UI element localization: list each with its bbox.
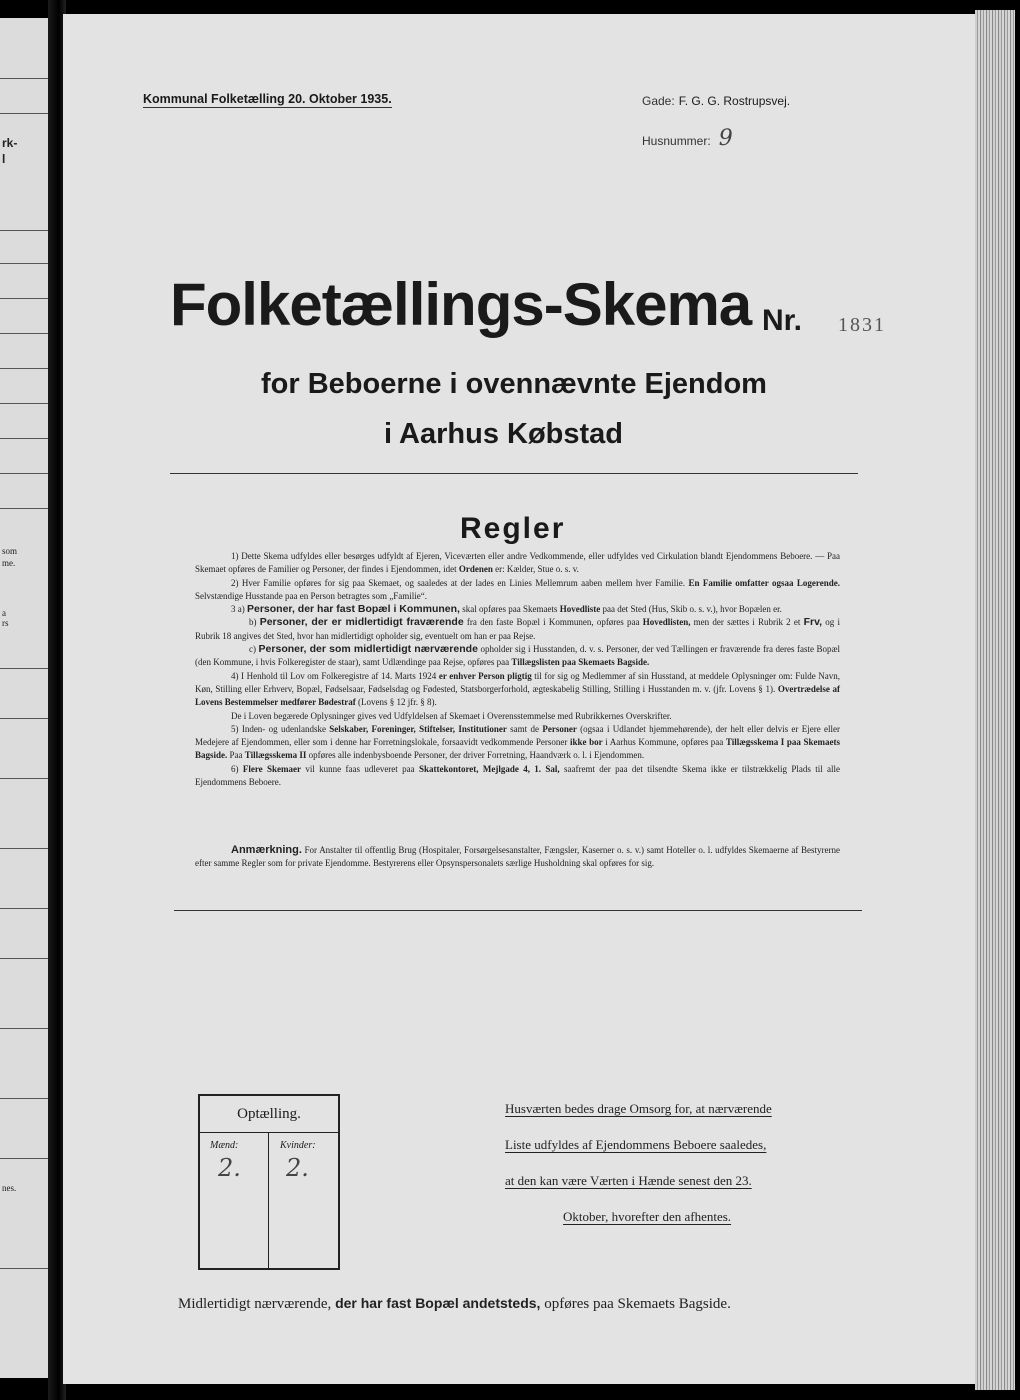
remark-label: Anmærkning.: [231, 844, 302, 856]
house-number-line: [642, 126, 733, 151]
rule-3b: b) Personer, der er midlertidigt fraværende fra den faste Bopæl i Kommunen, opføres paa Hovedlisten, men der sættes i Rubrik 2 et Frv, og i Rubrik 18 angives det Sted, hvor han midlertidigt opholder sig, eventuelt om han er paa Rejse.: [195, 616, 840, 641]
women-count: 2.: [286, 1154, 309, 1182]
rules-heading: Regler: [460, 512, 566, 545]
house-number-value: 9: [718, 126, 733, 151]
instruction-line: Liste udfyldes af Ejendommens Beboere saaledes,: [505, 1137, 767, 1152]
house-number-label: Husnummer:: [642, 134, 711, 148]
census-title: Kommunal Folketælling 20. Oktober 1935.: [143, 92, 392, 106]
rule-2: 2) Hver Familie opføres for sig paa Skemaet, og saaledes at der lades en Linies Mellemrum aaben mellem hver Familie. En Familie omfatter ogsaa Logerende. Selvstændige Husstande paa en Person betragtes som „Familie“.: [195, 577, 840, 601]
left-page-fragment: a: [2, 608, 6, 618]
count-box: [198, 1094, 340, 1270]
form-number-label: Nr.: [762, 304, 803, 337]
left-page-fragment: l: [2, 152, 6, 166]
page-stack-edge: [975, 10, 1015, 1390]
form-number-stamp: 1831: [838, 314, 886, 336]
previous-page-edge: [0, 18, 48, 1378]
left-page-fragment: nes.: [2, 1183, 17, 1193]
title-divider: [170, 473, 858, 474]
rule-3a: 3 a) Personer, der har fast Bopæl i Kommunen, skal opføres paa Skemaets Hovedliste paa det Sted (Hus, Skib o. s. v.), hvor Bopælen er.: [231, 603, 782, 616]
instruction-line: Husværten bedes drage Omsorg for, at nærværende: [505, 1101, 772, 1116]
left-page-fragment: som: [2, 546, 18, 556]
instruction-line: Oktober, hvorefter den afhentes.: [563, 1209, 732, 1224]
women-label: Kvinder:: [280, 1140, 316, 1151]
men-count: 2.: [218, 1154, 241, 1182]
left-page-fragment: rs: [2, 618, 9, 628]
form-subtitle: for Beboerne i ovennævnte Ejendom: [261, 368, 767, 400]
street-line: [642, 92, 790, 110]
rule-5: 5) Inden- og udenlandske Selskaber, Foreninger, Stiftelser, Institutioner samt de Personer (ogsaa i Udlandet hjemmehørende), der helt eller delvis er Ejere eller Medejere af Ejendommen, eller som i denne har Forretningslokale, forsaavidt vedkommende Personer ikke bor i Aarhus Kommune, opføres paa Tillægsskema I paa Skemaets Bagside. Paa Tillægsskema II opføres alle indenbysboende Personer, der driver Forretning, Haandværk o. l. i Ejendommen.: [195, 723, 841, 761]
count-box-title: Optælling.: [200, 1096, 338, 1133]
remark-divider: [174, 910, 862, 911]
rule-6: 6) Flere Skemaer vil kunne faas udleveret paa Skattekontoret, Mejlgade 4, 1. Sal, saafremt der paa det tilsendte Skema ikke er tilstrækkelig Plads til alle Ejendommens Beboere.: [195, 763, 841, 788]
street-label: Gade:: [642, 94, 675, 108]
rules-text: [195, 550, 840, 789]
men-label: Mænd:: [210, 1140, 239, 1151]
remark-text: Anmærkning. For Anstalter til offentlig Brug (Hospitaler, Forsørgelsesanstalter, Fængsler, Kaserner o. s. v.) samt Hoteller o. l. udfyldes Skemaerne af Bestyrerne efter samme Regler som for private Ejendomme. Bestyrerens eller Opsynspersonalets særlige Husholdning skal opføres for sig.: [195, 844, 840, 869]
instruction-line: at den kan være Værten i Hænde senest den 23.: [505, 1173, 752, 1188]
left-page-fragment: me.: [2, 558, 16, 568]
street-value: F. G. G. Rostrupsvej.: [678, 94, 791, 108]
rule-1: 1) Dette Skema udfyldes eller besørges udfyldt af Ejeren, Viceværten eller andre Vedkommende, eller udfyldes ved Cirkulation blandt Ejendommens Beboere. — Paa Skemaet opføres de Familier og Personer, der findes i Ejendommen, idet Ordenen er: Kælder, Stue o. s. v.: [195, 551, 840, 575]
left-page-fragment: rk-: [2, 136, 18, 150]
form-title: Folketællings-Skema: [170, 271, 752, 338]
rule-4-note: De i Loven begærede Oplysninger gives ved Udfyldelsen af Skemaet i Overensstemmelse med Rubrikkernes Overskrifter.: [231, 710, 672, 721]
rule-3c: c) Personer, der som midlertidigt nærværende opholder sig i Husstanden, d. v. s. Personer, der ved Tællingen er fraværende fra deres faste Bopæl (den Kommune, i hvis Folkeregister de staar), samt Udlændinge paa Rejse, opføres paa Tillægslisten paa Skemaets Bagside.: [195, 643, 841, 668]
form-subtitle-location: i Aarhus Købstad: [384, 418, 624, 450]
footer-note: Midlertidigt nærværende, der har fast Bopæl andetsteds, opføres paa Skemaets Bagside.: [178, 1295, 731, 1312]
rule-4: 4) I Henhold til Lov om Folkeregistre af 14. Marts 1924 er enhver Person pligtig til for sig og Medlemmer af sin Husstand, at meddele Oplysninger om: Fulde Navn, Køn, Stilling eller Erhverv, Bopæl, Fødselsaar, Fødselsdag og Fødested, Statsborgerforhold, ægteskabelig Stilling, Stilling i Husstanden m. v. (jfr. Lovens § 1). Overtrædelse af Lovens Bestemmelser medfører Bødestraf (Lovens § 12 jfr. § 8).: [195, 670, 841, 708]
